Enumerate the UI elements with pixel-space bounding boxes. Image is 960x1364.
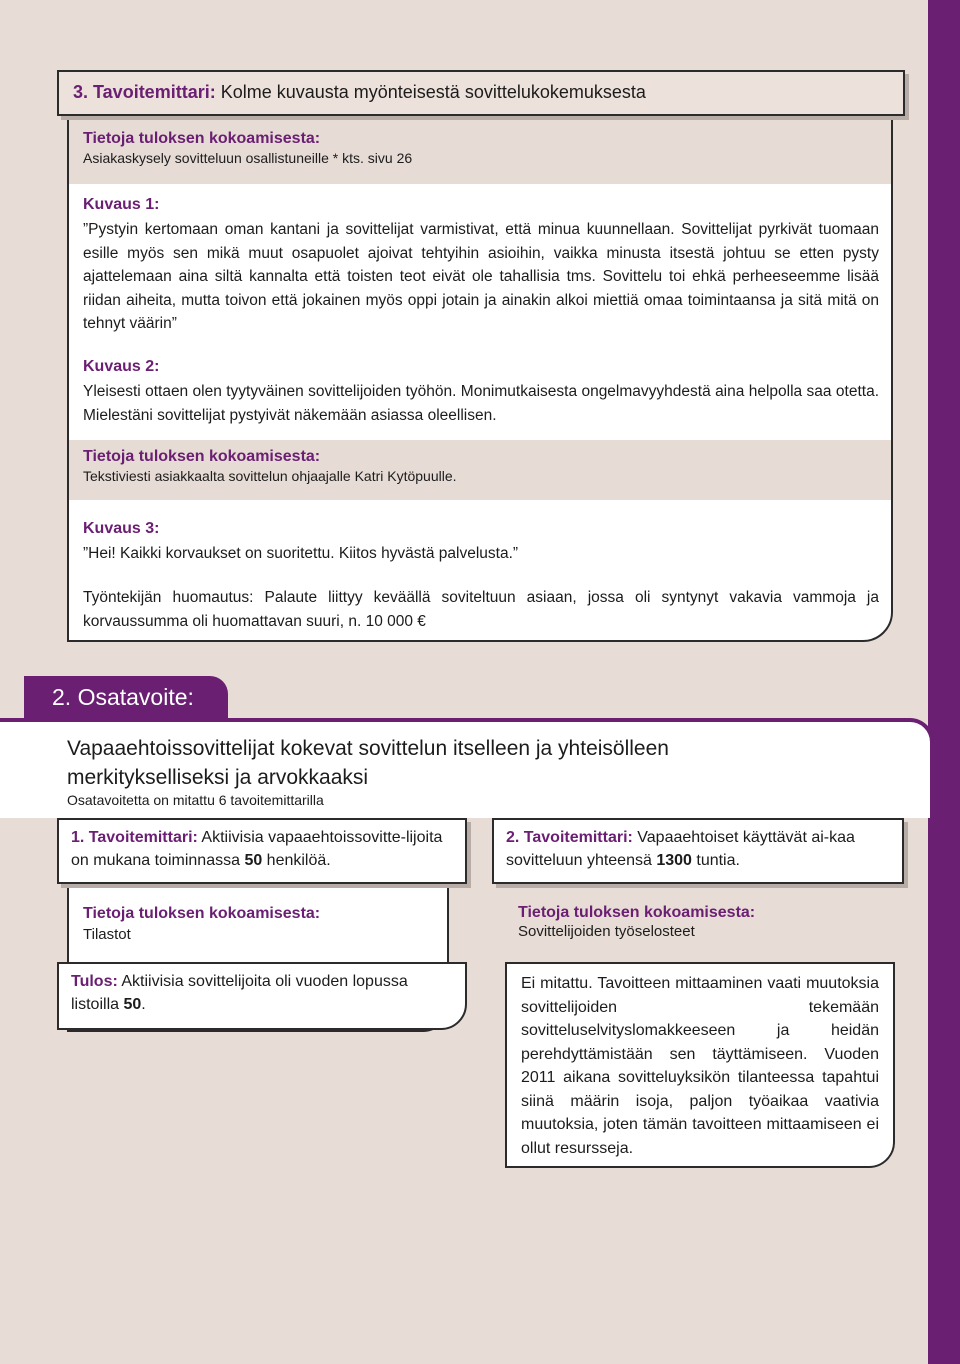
indicator-2-number: 1300: [656, 852, 692, 869]
indicator-1-label: 1. Tavoitemittari:: [71, 829, 198, 846]
kuvaus-1-block: [83, 196, 879, 336]
kuvaus-1-text: ”Pystyin kertomaan oman kantani ja sovittelijat varmistivat, että minua kuunnellaan. Sovittelijat pyrkivät tuomaan esille myös sen mikä muut osapuolet ajoivat tehtyihin asioihin, vaikka minusta itsestä johtuu se etten pysty ajattelemaan aina siltä kannalta että toisten teot eivät ole tahallisia tms. Sovittelu toi ehkä perheeseemme lisää riidan aiheita, mutta toivon että jokainen myös oppi jotain ja ainakin alkoi miettiä omaa toimintaansa ja sitä mitä on tehnyt väärin”: [83, 221, 879, 332]
info-text-1: Asiakaskysely sovitteluun osallistuneille * kts. sivu 26: [83, 150, 413, 166]
indicator-2-text-b: tuntia.: [691, 852, 740, 869]
info-text-2: Tekstiviesti asiakkaalta sovittelun ohjaajalle Katri Kytöpuulle.: [83, 468, 457, 484]
result-number: 50: [123, 996, 142, 1013]
purple-side-bar: [928, 0, 960, 1364]
indicator-3-label: 3. Tavoitemittari:: [73, 82, 216, 102]
kuvaus-1-heading: Kuvaus 1:: [83, 196, 160, 213]
indicator-2-label: 2. Tavoitemittari:: [506, 829, 633, 846]
result-label: Tulos:: [71, 973, 118, 990]
info-heading-2: Tietoja tuloksen kokoamisesta:: [83, 448, 321, 465]
indicator-2-info-text: Sovittelijoiden työselosteet: [518, 923, 695, 940]
kuvaus-3-block: [83, 520, 879, 566]
indicator-1-text-b: henkilöä.: [262, 852, 331, 869]
employee-note: Työntekijän huomautus: Palaute liittyy keväällä soviteltuun asiaan, jossa oli syntynyt vakavia vammoja ja korvaussumma oli huomattavan suuri, n. 10 000 €: [83, 589, 879, 630]
indicator-3-card: [67, 118, 893, 642]
indicator-1-number: 50: [244, 852, 263, 869]
kuvaus-2-text: Yleisesti ottaen olen tyytyväinen sovittelijoiden työhön. Monimutkaisesta ongelmavyyhdestä aina helpolla saa otetta. Mielestäni sovittelijat pystyivät näkemään asiassa oleellisen.: [83, 383, 879, 424]
kuvaus-3-heading: Kuvaus 3:: [83, 520, 160, 537]
indicator-1-text-a: Aktiivisia vapaaehtoissovitte-lijoita on mukana toiminnassa: [71, 829, 443, 869]
indicator-2-title: [492, 818, 904, 884]
objective-title: Vapaaehtoissovittelijat kokevat sovittelun itselleen ja yhteisölleen merkitykselliseksi ja arvokkaaksi: [67, 737, 669, 789]
indicator-2-info: [518, 904, 755, 942]
indicator-3-name: Kolme kuvausta myönteisestä sovittelukokemuksesta: [215, 82, 646, 102]
indicator-1-title: [57, 818, 467, 884]
indicator-3-title: [57, 70, 905, 116]
result-text-a: Aktiivisia sovittelijoita oli vuoden lopussa listoilla: [71, 973, 408, 1013]
info-heading-1: Tietoja tuloksen kokoamisesta:: [83, 130, 321, 147]
kuvaus-2-block: [83, 358, 879, 427]
indicator-1-info-heading: Tietoja tuloksen kokoamisesta:: [83, 905, 321, 922]
indicator-2-result: Ei mitattu. Tavoitteen mittaaminen vaati muutoksia sovittelijoiden tekemään sovitteluselvityslomakkeeseen ja heidän perehdyttämistään sen täyttämiseen. Vuoden 2011 aikana sovitteluyksikön tilanteessa tapahtui siinä määrin isoja, paljon työaikaa vaativia muutoksia, joten tämän tavoitteen mittaamiseen ei ollut resursseja.: [505, 962, 895, 1168]
indicator-2-text-a: Vapaaehtoiset käyttävät ai-kaa sovitteluun yhteensä: [506, 829, 855, 869]
objective-subtitle: Osatavoitetta on mitattu 6 tavoitemittarilla: [67, 792, 324, 808]
indicator-2-info-heading: Tietoja tuloksen kokoamisesta:: [518, 904, 756, 921]
kuvaus-3-text: ”Hei! Kaikki korvaukset on suoritettu. Kiitos hyvästä palvelusta.”: [83, 545, 519, 562]
info-section-2: [69, 440, 893, 500]
indicator-1-info-text: Tilastot: [83, 926, 131, 943]
indicator-1-result: [57, 962, 467, 1030]
kuvaus-2-heading: Kuvaus 2:: [83, 358, 160, 375]
objective-tab: 2. Osatavoite:: [24, 676, 228, 720]
result-text-b: .: [141, 996, 146, 1013]
